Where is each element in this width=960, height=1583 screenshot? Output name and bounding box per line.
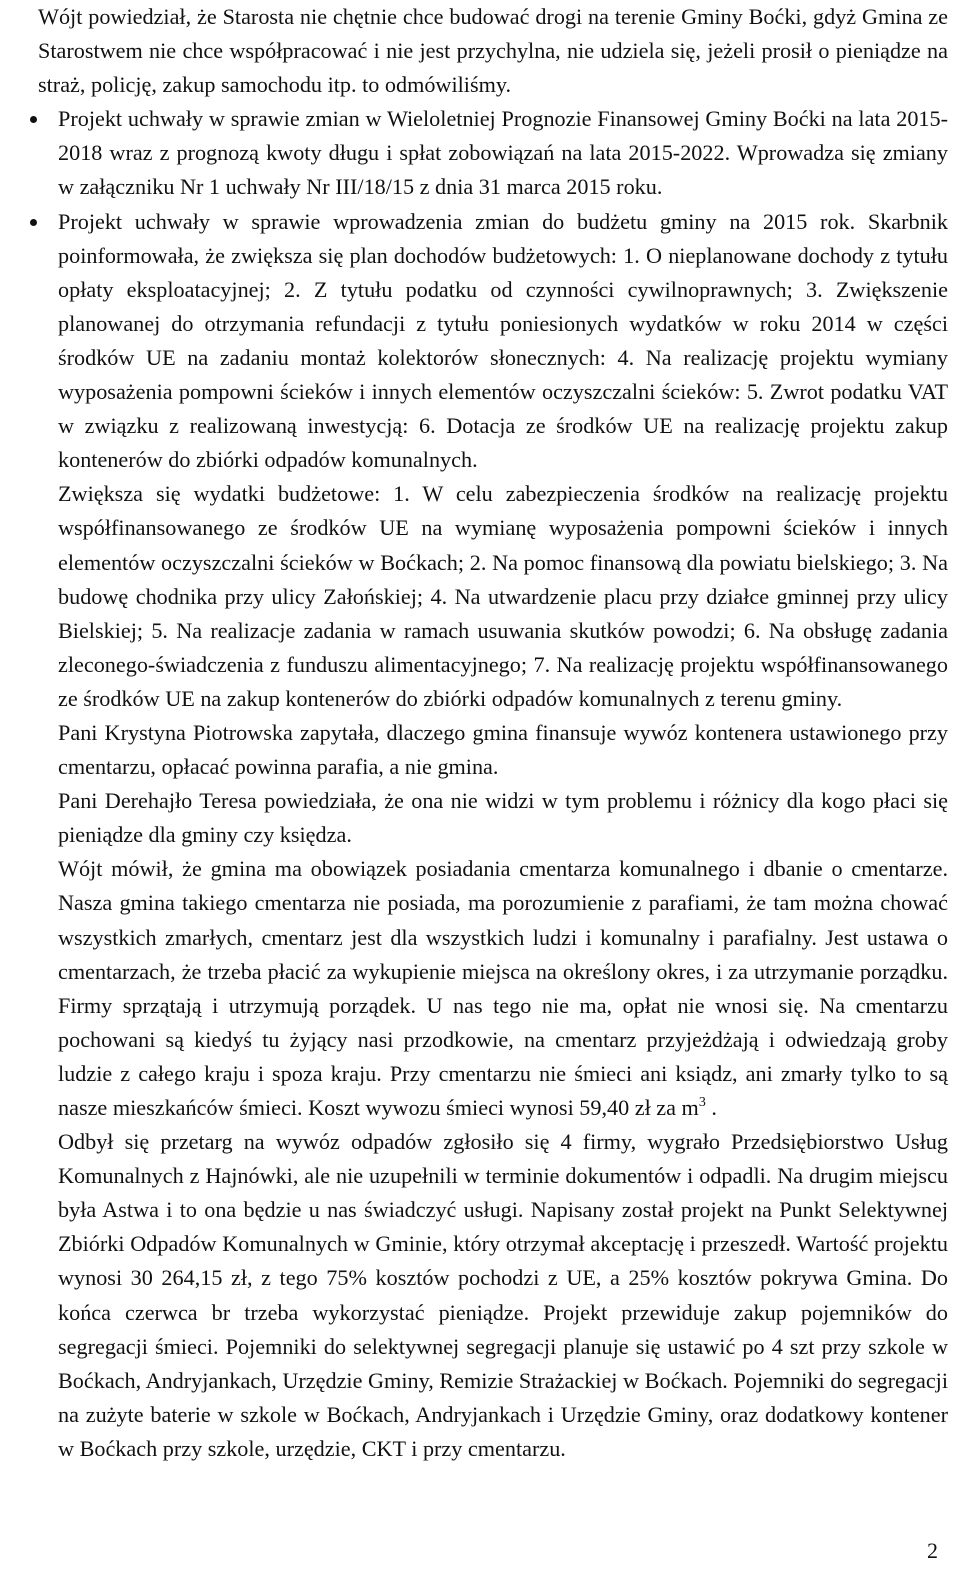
- bullet-text: Projekt uchwały w sprawie zmian w Wieloletniej Prognozie Finansowej Gminy Boćki na lata 2015-2018 wraz z prognozą kwoty długu i spłat zobowiązań na lata 2015-2022. Wprowadza się zmiany w załączniku Nr 1 uchwały Nr III/18/15 z dnia 31 marca 2015 roku.: [58, 106, 948, 200]
- wojt-paragraph-text: Wójt mówił, że gmina ma obowiązek posiadania cmentarza komunalnego i dbanie o cmentarze. Nasza gmina takiego cmentarza nie posiada, ma porozumienie z parafiami, że tam można chować wszystkich zmarłych, cmentarz jest dla wszystkich ludzi i komunalny i parafialny. Jest ustawa o cmentarzach, że trzeba płacić za wykupienie miejsca na określony okres, i za utrzymanie porządku. Firmy sprzątają i utrzymują porządek. U nas tego nie ma, opłat nie wnosi się. Na cmentarzu pochowani są kiedyś tu żyjący nasi przodkowie, na cmentarz przyjeżdżają i odwiedzają groby ludzie z całego kraju i spoza kraju. Przy cmentarzu nie śmieci ani ksiądz, ani zmarły tylko to są nasze mieszkańców śmieci. Koszt wywozu śmieci wynosi 59,40 zł za m: [58, 856, 948, 1120]
- bullet-item-wpf: [0, 102, 948, 204]
- expenses-paragraph: Zwiększa się wydatki budżetowe: 1. W celu zabezpieczenia środków na realizację projektu współfinansowanego ze środków UE na wymianę wyposażenia pompowni ścieków i innych elementów oczyszczalni ścieków w Boćkach; 2. Na pomoc finansową dla powiatu bielskiego; 3. Na budowę chodnika przy ulicy Załońskiej; 4. Na utwardzenie placu przy działce gminnej przy ulicy Bielskiej; 5. Na realizacje zadania w ramach usuwania skutków powodzi; 6. Na obsługę zadania zleconego-świadczenia z funduszu alimentacyjnego; 7. Na realizację projektu współfinansowanego ze środków UE na zakup kontenerów do zbiórki odpadów komunalnych z terenu gminy.: [58, 481, 948, 711]
- derehajlo-paragraph: Pani Derehajło Teresa powiedziała, że ona nie widzi w tym problemu i różnicy dla kogo płaci się pieniądze dla gminy czy księdza.: [58, 788, 948, 848]
- bullet-dot-icon: [30, 116, 37, 123]
- wojt-paragraph-end: .: [705, 1095, 717, 1120]
- document-page: [38, 0, 948, 1466]
- wojt-cemetery-paragraph: [58, 852, 948, 1125]
- cubic-superscript: 3: [698, 1095, 706, 1110]
- bullet-item-budget: [0, 205, 948, 478]
- bullet-dot-icon: [30, 219, 37, 226]
- page-number: 2: [927, 1538, 938, 1563]
- bullet-list: [38, 102, 948, 477]
- piotrowska-paragraph: Pani Krystyna Piotrowska zapytała, dlaczego gmina finansuje wywóz kontenera ustawionego przy cmentarzu, opłacać powinna parafia, a nie gmina.: [58, 719, 948, 780]
- bullet-text: Projekt uchwały w sprawie wprowadzenia zmian do budżetu gminy na 2015 rok. Skarbnik poinformowała, że zwiększa się plan dochodów budżetowych: 1. O nieplanowane dochody z tytułu opłaty eksploatacyjnej; 2. Z tytułu podatku od czynności cywilnoprawnych; 3. Zwiększenie planowanej do otrzymania refundacji z tytułu poniesionych wydatków w roku 2014 w części środków UE na zadaniu montaż kolektorów słonecznych: 4. Na realizację projektu wymiany wyposażenia pompowni ścieków i innych elementów oczyszczalni ścieków: 5. Zwrot podatku VAT w związku z realizowaną inwestycją: 6. Dotacja ze środków UE na realizację projektu zakup kontenerów do zbiórki odpadów komunalnych.: [58, 208, 948, 473]
- intro-paragraph: Wójt powiedział, że Starosta nie chętnie chce budować drogi na terenie Gminy Boćki, gdyż Gmina ze Starostwem nie chce współpracować i nie jest przychylna, nie udziela się, jeżeli prosił o pieniądze na straż, policję, zakup samochodu itp. to odmówiliśmy.: [38, 4, 948, 98]
- tender-paragraph: Odbył się przetarg na wywóz odpadów zgłosiło się 4 firmy, wygrało Przedsiębiorstwo Usług Komunalnych z Hajnówki, ale nie uzupełnili w terminie dokumentów i odpadli. Na drugim miejscu była Astwa i to ona będzie u nas świadczyć usługi. Napisany został projekt na Punkt Selektywnej Zbiórki Odpadów Komunalnych w Gminie, który otrzymał akceptację i przeszedł. Wartość projektu wynosi 30 264,15 zł, z tego 75% kosztów pochodzi z UE, a 25% kosztów pokrywa Gmina. Do końca czerwca br trzeba wykorzystać pieniądze. Projekt przewiduje zakup pojemników do segregacji śmieci. Pojemniki do selektywnej segregacji planuje się ustawić po 4 szt przy szkole w Boćkach, Andryjankach, Urzędzie Gminy, Remizie Strażackiej w Boćkach. Pojemniki do segregacji na zużyte baterie w szkole w Boćkach, Andryjankach i Urzędzie Gminy, oraz dodatkowy kontener w Boćkach przy szkole, urzędzie, CKT i przy cmentarzu.: [58, 1129, 948, 1461]
